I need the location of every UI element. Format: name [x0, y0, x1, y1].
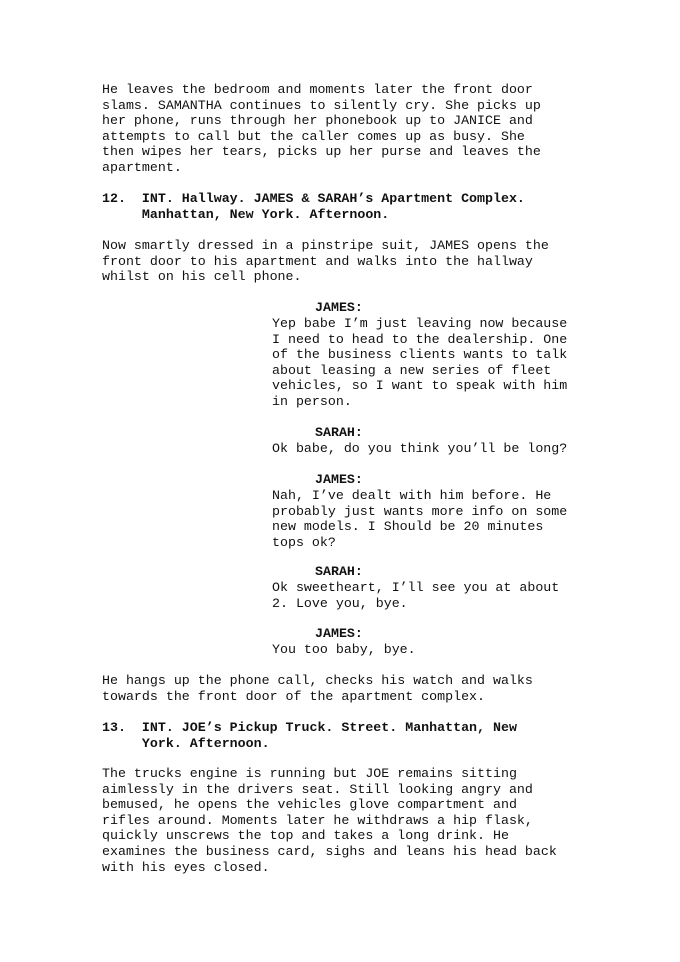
action-paragraph-3: He hangs up the phone call, checks his watch and walks towards the front door of the apartment complex.	[102, 673, 533, 704]
scene-heading-12: 12. INT. Hallway. JAMES & SARAH’s Apartment Complex. Manhattan, New York. Afternoon.	[102, 191, 525, 222]
character-name: JAMES:	[315, 626, 363, 641]
scene-heading-13: 13. INT. JOE’s Pickup Truck. Street. Manhattan, New York. Afternoon.	[102, 720, 517, 751]
character-name: JAMES:	[315, 300, 363, 315]
character-name: JAMES:	[315, 472, 363, 487]
character-name: SARAH:	[315, 564, 363, 579]
action-paragraph-4: The trucks engine is running but JOE remains sitting aimlessly in the drivers seat. Still looking angry and bemused, he opens the vehicles glove compartment and rifles around. Moments later he withdraws a hip flask, quickly unscrews the top and takes a long drink. He examines the business card, sighs and leans his head back with his eyes closed.	[102, 766, 557, 875]
dialogue-line: Nah, I’ve dealt with him before. He probably just wants more info on some new models. I Should be 20 minutes tops ok?	[272, 488, 568, 550]
action-paragraph-2: Now smartly dressed in a pinstripe suit, JAMES opens the front door to his apartment and walks into the hallway whilst on his cell phone.	[102, 238, 549, 285]
dialogue-line: Yep babe I’m just leaving now because I need to head to the dealership. One of the business clients wants to talk about leasing a new series of fleet vehicles, so I want to speak with him in person.	[272, 316, 568, 409]
dialogue-line: Ok babe, do you think you’ll be long?	[272, 441, 568, 456]
dialogue-line: Ok sweetheart, I’ll see you at about 2. Love you, bye.	[272, 580, 560, 611]
character-name: SARAH:	[315, 425, 363, 440]
action-paragraph-1: He leaves the bedroom and moments later the front door slams. SAMANTHA continues to silently cry. She picks up her phone, runs through her phonebook up to JANICE and attempts to call but the caller comes up as busy. She then wipes her tears, picks up her purse and leaves the apartment.	[102, 82, 541, 175]
dialogue-line: You too baby, bye.	[272, 642, 416, 657]
